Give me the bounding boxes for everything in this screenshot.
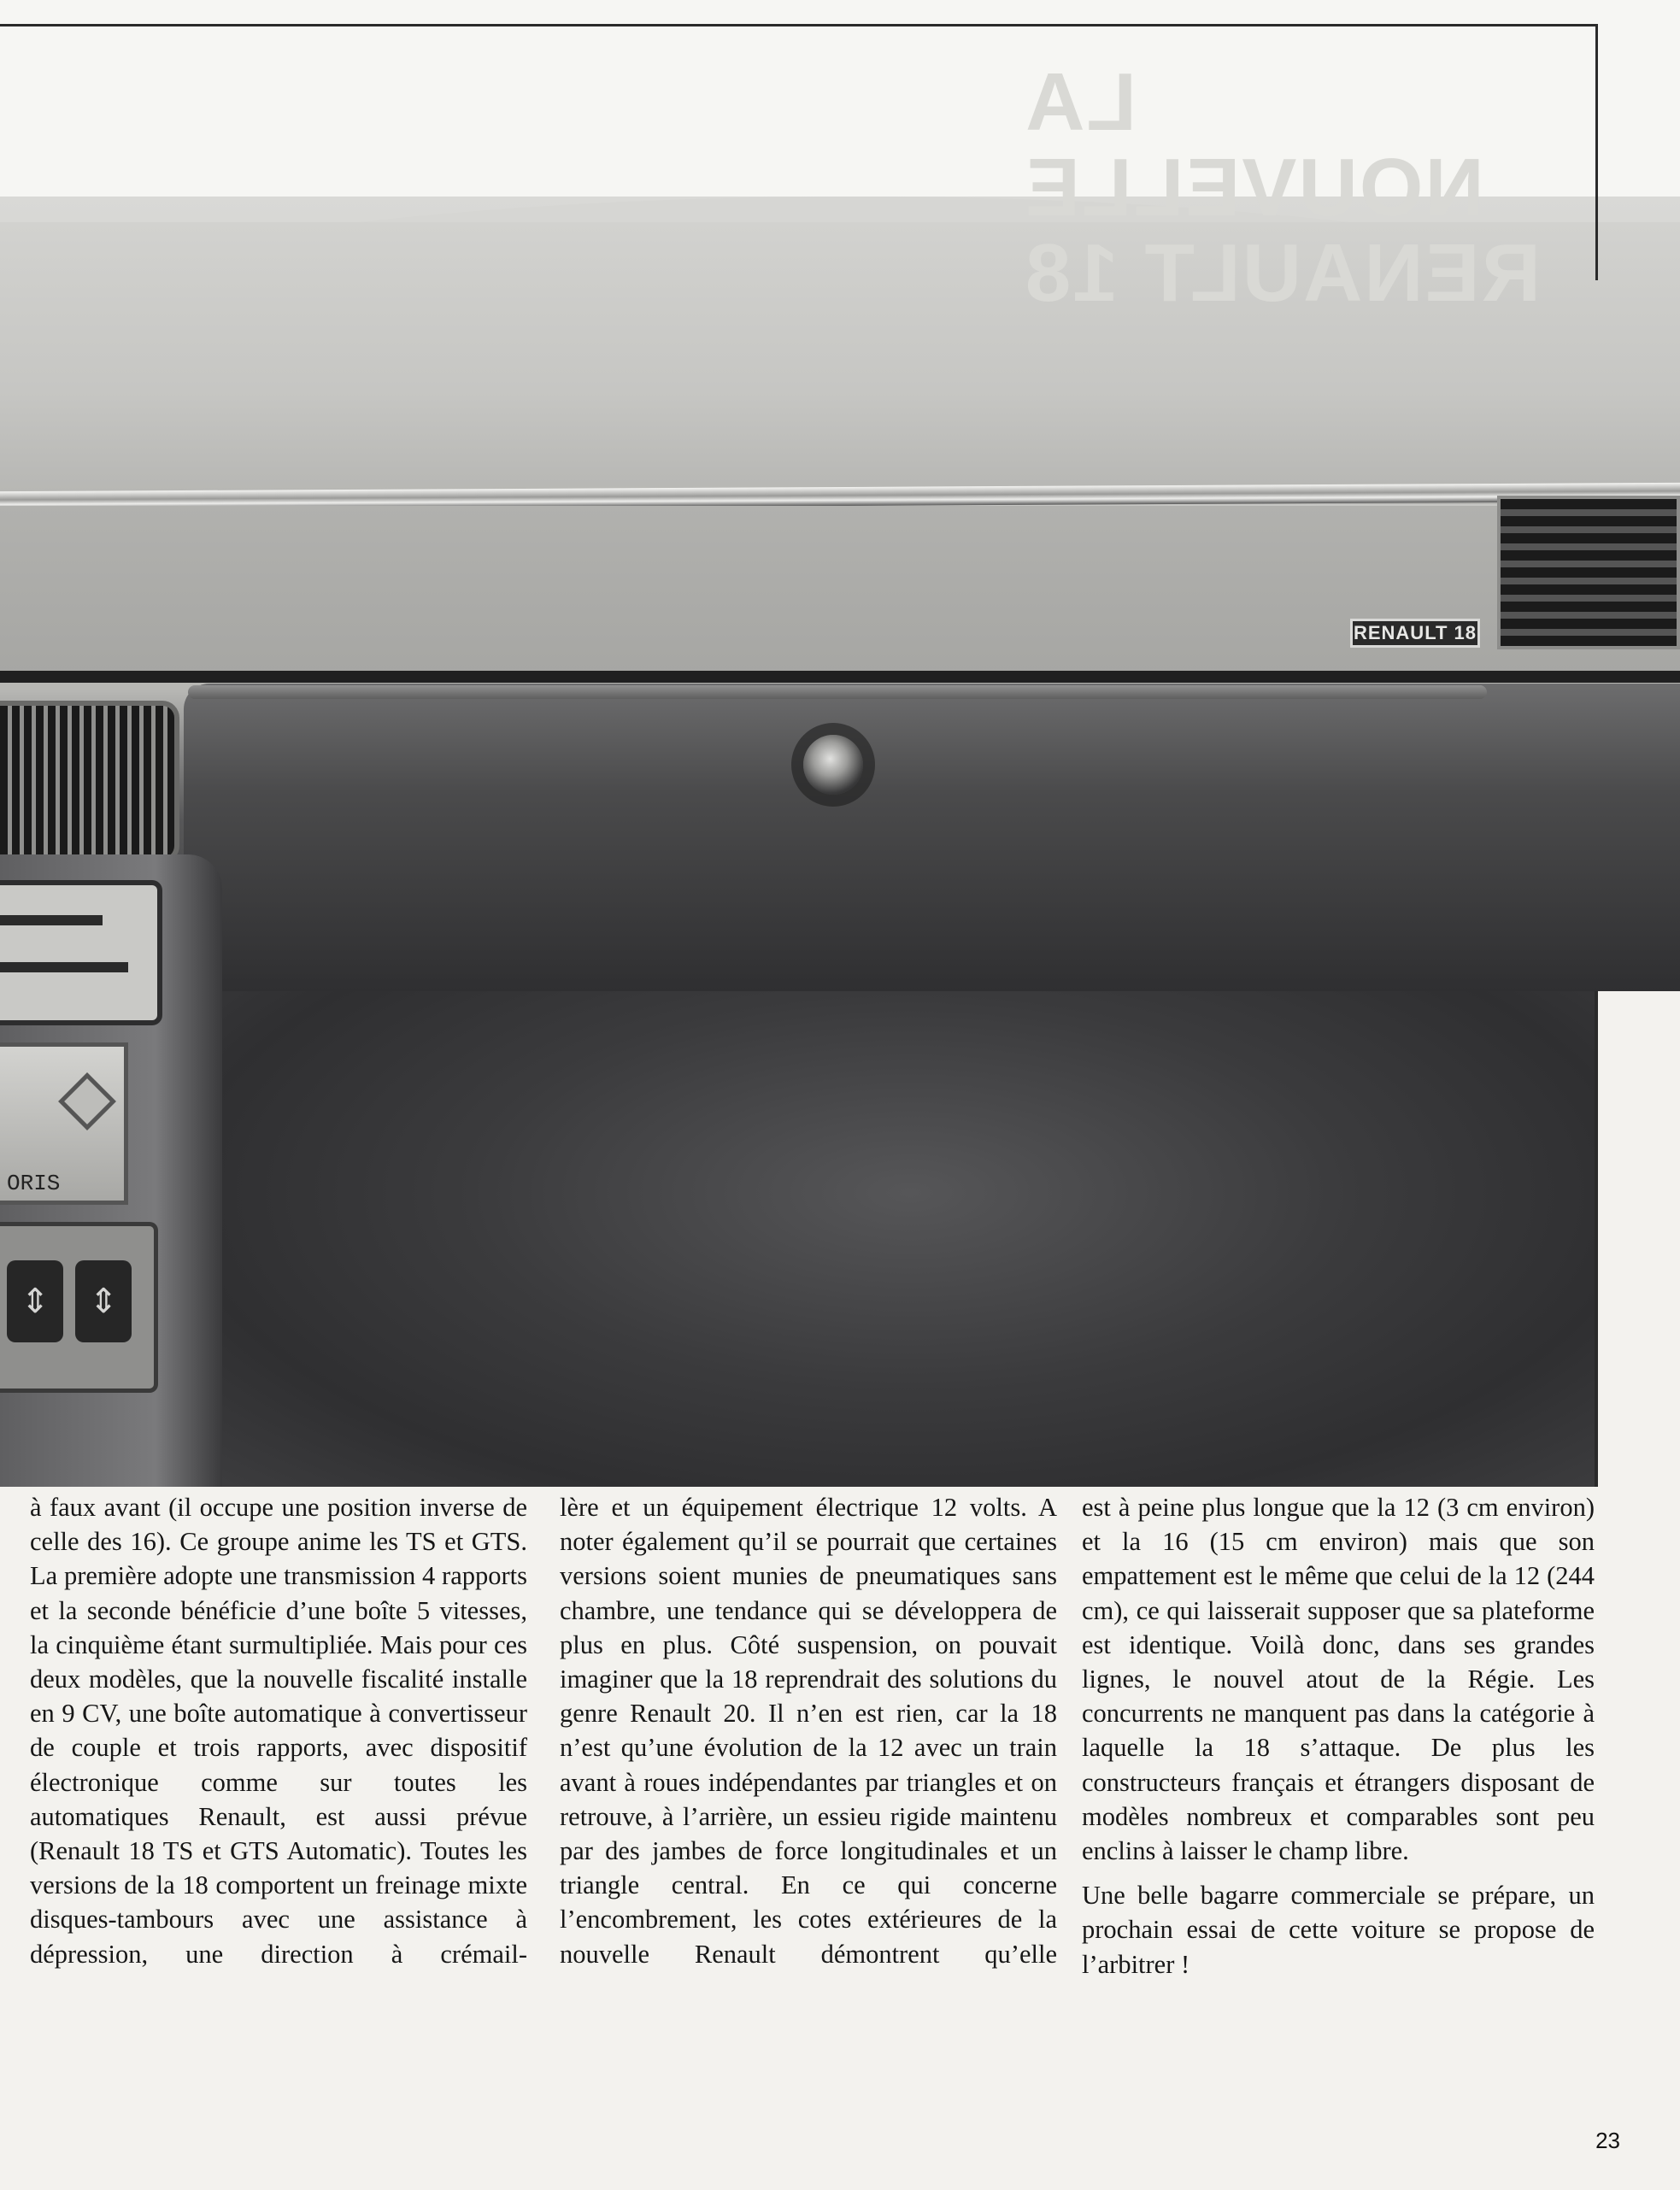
window-switch-icon: ⇕ [7, 1260, 63, 1342]
dashboard-middle-panel [0, 506, 1680, 677]
article-text: est à peine plus longue que la 12 (3 cm environ) et la 16 (15 cm environ) mais que son empattement est le même que celui de la 12 (244 cm), ce qui laisserait supposer que sa plateforme est identique. Voilà donc, dans ses grandes lignes, le nouvel atout de la Régie. Les concurrents ne manquent pas dans la catégorie à laquelle la 18 s’attaque. De plus les constructeurs français et étrangers disposant de modèles nombreux et comparables sont peu enclins à laisser le champ libre. [1082, 1493, 1595, 1866]
article-column-3 [1082, 1490, 1595, 1982]
model-badge: RENAULT 18 [1350, 619, 1480, 648]
window-switch-panel [0, 1222, 158, 1393]
heater-slider-2 [0, 962, 128, 972]
dashboard-edge [0, 671, 1680, 683]
air-vent-center [0, 701, 179, 863]
heater-slider-1 [0, 915, 103, 925]
air-vent-right [1497, 496, 1680, 649]
headline-show-through: LA NOUVELLE RENAULT 18 [1024, 56, 1541, 319]
footwell-shadow [222, 991, 1598, 1495]
article-text: lère et un équipement électrique 12 volts. A noter également qu’il se pourrait que certaines versions soient munies de pneumatiques sans chambre, une tendance qui se développera de plus en plus. Côté suspension, on pouvait imaginer que la 18 reprendrait des solutions du genre Renault 20. Il n’en est rien, car la 18 n’est qu’une évolution de la 12 avec un train avant à roues indépendantes par triangles et on retrouve, à l’arrière, un essieu rigide maintenu par des jambes de force longitudinales et un triangle central. En ce qui concerne l’encombrement, les cotes extérieures de la nouvelle Renault démontrent qu’elle [560, 1493, 1057, 1969]
radio-label: ORIS [7, 1171, 61, 1196]
article-text: à faux avant (il occupe une position inverse de celle des 16). Ce groupe anime les TS et GTS. La première adopte une transmission 4 rapports et la seconde bénéficie d’une boîte 5 vitesses, la cinquième étant surmultipliée. Mais pour ces deux modèles, que la nouvelle fiscalité installe en 9 CV, une boîte automatique à convertisseur de couple et trois rapports, avec dispositif électronique comme sur toutes les automatiques Renault, est aussi prévue (Renault 18 TS et GTS Automatic). Toutes les versions de la 18 comportent un freinage mixte disques-tambours avec une assistance à dépression, une direction à crémail- [30, 1493, 527, 1969]
article-column-1 [30, 1490, 527, 1971]
renault-logo-icon [58, 1072, 116, 1130]
glovebox-knob [803, 735, 863, 795]
radio-unit [0, 1042, 128, 1205]
article-conclusion: Une belle bagarre commerciale se prépare, un prochain essai de cette voiture se propose de l’arbitrer ! [1082, 1881, 1595, 1979]
glovebox [184, 684, 1680, 991]
glovebox-lip [188, 685, 1487, 699]
article-column-2 [560, 1490, 1057, 1971]
window-switch-icon: ⇕ [75, 1260, 132, 1342]
heater-controls [0, 880, 162, 1025]
page-number: 23 [1595, 2128, 1620, 2153]
